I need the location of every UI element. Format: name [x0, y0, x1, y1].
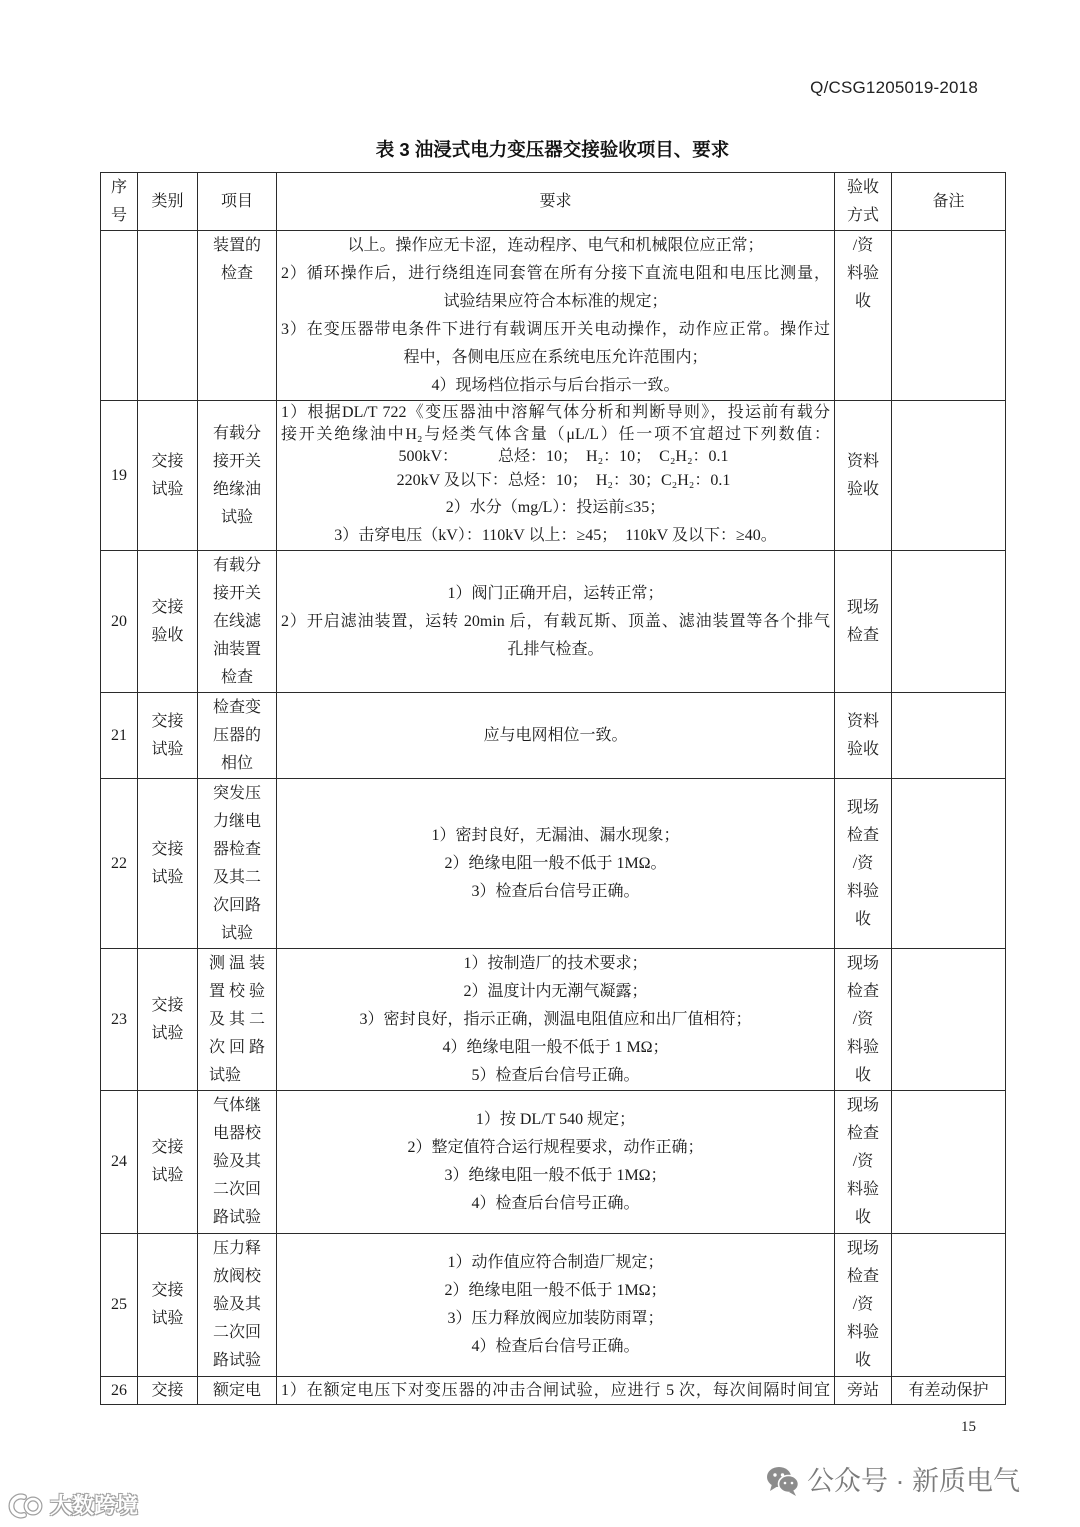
category-line: 交接 [151, 996, 184, 1014]
seq-no-cell [101, 693, 138, 779]
item-cell [198, 1234, 277, 1377]
requirement-line: 1）按 DL/T 540 规定； [475, 1111, 636, 1128]
requirement-line: 2）循环操作后，进行绕组连同套管在所有分接下直流电阻和电压比测量， [281, 264, 830, 282]
requirement-line: 以上。操作应无卡涩，连动程序、电气和机械限位应正常； [347, 236, 764, 254]
seq-no-line: 23 [111, 1010, 127, 1028]
item-line: 次回路 [212, 896, 261, 914]
item-line: 压力释 [212, 1240, 261, 1257]
requirement-line: 3）击穿电压（kV）：110kV 以上：≥45； 110kV 及以下：≥40。 [334, 526, 777, 544]
item-line: 压器的 [212, 726, 261, 744]
category-cell [138, 779, 198, 949]
item-line: 试验 [209, 1066, 242, 1084]
requirement-cell [277, 1377, 835, 1405]
item-cell [198, 401, 277, 551]
table-row [101, 693, 1006, 779]
seq-no-cell [101, 231, 138, 401]
acceptance-method-line: 料验 [846, 1038, 879, 1056]
requirement-cell [277, 949, 835, 1091]
column-header-category [138, 173, 198, 231]
column-header-item [198, 173, 277, 231]
requirement-line: 1）在额定电压下对变压器的冲击合闸试验，应进行 5 次，每次间隔时间宜 [281, 1381, 830, 1399]
remark-cell [892, 1377, 1006, 1405]
requirement-line: 1）根据DL/T 722《变压器油中溶解气体分析和判断导则》，投运前有载分 [281, 403, 830, 421]
requirement-line: 4）检查后台信号正确。 [471, 1338, 640, 1355]
item-line: 有载分 [212, 556, 261, 574]
acceptance-method-line: 料验 [846, 1181, 879, 1198]
acceptance-method-line: 料验 [846, 882, 879, 900]
item-line: 接开关 [212, 452, 261, 470]
category-line: 交接 [151, 1139, 184, 1156]
item-line: 在线滤 [212, 612, 261, 630]
acceptance-method-line: 收 [854, 1352, 871, 1369]
acceptance-method-line: 现场 [846, 598, 879, 616]
seq-no-cell [101, 551, 138, 693]
requirement-line: 试验结果应符合本标准的规定； [443, 292, 668, 310]
acceptance-method-line: 现场 [846, 954, 879, 972]
item-cell [198, 949, 277, 1091]
requirement-line: 接开关绝缘油中H₂与烃类气体含量（μL/L）任一项不宜超过下列数值： [281, 425, 830, 443]
item-line: 力继电 [212, 812, 261, 830]
requirement-line: 2）开启滤油装置，运转 20min 后，有载瓦斯、顶盖、滤油装置等各个排气 [281, 612, 830, 630]
acceptance-method-cell [835, 1377, 892, 1405]
requirement-line: 孔排气检查。 [507, 640, 604, 658]
requirement-line: 1）阀门正确开启，运转正常； [447, 584, 664, 602]
item-line: 器检查 [212, 840, 261, 858]
column-header-acceptance-method [835, 173, 892, 231]
item-cell [198, 1091, 277, 1234]
item-line: 额定电 [212, 1381, 261, 1399]
category-line: 交接 [151, 1381, 184, 1399]
category-line: 试验 [151, 480, 184, 498]
item-line: 试验 [220, 924, 253, 942]
acceptance-method-line: 资料 [846, 712, 879, 730]
requirement-cell [277, 693, 835, 779]
item-line: 路试验 [212, 1209, 261, 1226]
item-line: 检查变 [212, 698, 261, 716]
acceptance-table [100, 172, 1006, 1405]
seq-no-line: 19 [111, 466, 127, 484]
column-header-line: 序 [110, 178, 127, 196]
acceptance-method-line: 收 [854, 293, 871, 310]
acceptance-method-line: 检查 [846, 826, 879, 844]
requirement-line: 1）按制造厂的技术要求； [463, 954, 648, 972]
seq-no-cell [101, 401, 138, 551]
requirement-line: 2）水分（mg/L）：投运前≤35； [445, 498, 666, 516]
item-line: 相位 [220, 754, 253, 772]
requirement-line: 2）温度计内无潮气凝露； [463, 982, 648, 1000]
acceptance-method-cell [835, 949, 892, 1091]
requirement-cell [277, 401, 835, 551]
item-line: 检查 [220, 668, 253, 686]
acceptance-method-line: /资 [852, 1010, 874, 1028]
requirement-line: 3）绝缘电阻一般不低于 1MΩ； [444, 1167, 667, 1184]
acceptance-method-line: 检查 [846, 982, 879, 1000]
acceptance-method-cell [835, 401, 892, 551]
category-line: 交接 [151, 1282, 184, 1299]
acceptance-method-line: 料验 [846, 265, 879, 282]
page-number: 15 [961, 1419, 976, 1435]
remark-cell [892, 231, 1006, 401]
item-line: 放阀校 [212, 1268, 261, 1285]
requirement-line: 2）绝缘电阻一般不低于 1MΩ。 [444, 854, 667, 872]
brand-name: 大数跨境 [50, 1493, 139, 1518]
item-line: 突发压 [212, 784, 261, 802]
item-cell [198, 779, 277, 949]
acceptance-method-line: 收 [854, 910, 871, 928]
item-line: 及其二 [212, 868, 261, 886]
table-row [101, 779, 1006, 949]
table-row [101, 1377, 1006, 1405]
table-header-row [101, 173, 1006, 231]
column-header-line: 验收 [846, 178, 879, 196]
table-row [101, 231, 1006, 401]
category-line: 交接 [151, 840, 184, 858]
item-line: 气体继 [212, 1097, 261, 1114]
item-cell [198, 231, 277, 401]
column-header-line: 项目 [220, 192, 253, 210]
seq-no-line: 24 [111, 1153, 127, 1170]
category-line: 试验 [151, 868, 184, 886]
seq-no-line: 22 [111, 854, 127, 872]
item-line: 油装置 [212, 640, 261, 658]
requirement-line: 4）绝缘电阻一般不低于 1 MΩ； [442, 1038, 669, 1056]
category-line: 交接 [151, 712, 184, 730]
brand-logo-icon [6, 1492, 46, 1520]
table-body [101, 231, 1006, 1405]
acceptance-method-cell [835, 231, 892, 401]
acceptance-method-cell [835, 1234, 892, 1377]
remark-cell [892, 949, 1006, 1091]
category-cell [138, 1234, 198, 1377]
acceptance-method-cell [835, 779, 892, 949]
seq-no-line: 26 [111, 1381, 127, 1399]
category-cell [138, 401, 198, 551]
item-line: 装置的 [212, 237, 261, 254]
acceptance-method-line: 检查 [846, 1268, 879, 1285]
remark-cell [892, 401, 1006, 551]
column-header-line: 要求 [539, 192, 572, 210]
requirement-line: 1）动作值应符合制造厂规定； [447, 1254, 664, 1271]
category-cell [138, 1091, 198, 1234]
table-row [101, 551, 1006, 693]
table-header [101, 173, 1006, 231]
seq-no-cell [101, 779, 138, 949]
acceptance-method-cell [835, 693, 892, 779]
category-line: 试验 [151, 740, 184, 758]
item-line: 验及其 [212, 1153, 261, 1170]
item-line: 有载分 [212, 424, 261, 442]
category-line: 验收 [151, 626, 184, 644]
item-line: 二次回 [212, 1181, 261, 1198]
requirement-line: 3）检查后台信号正确。 [471, 882, 640, 900]
column-header-line: 备注 [932, 192, 965, 210]
table-row [101, 1091, 1006, 1234]
column-header-line: 号 [110, 206, 127, 224]
column-header-remark [892, 173, 1006, 231]
category-cell [138, 949, 198, 1091]
seq-no-cell [101, 949, 138, 1091]
acceptance-method-line: 验收 [846, 480, 879, 498]
table-title: 表 3 油浸式电力变压器交接验收项目、要求 [375, 139, 730, 160]
remark-cell [892, 779, 1006, 949]
requirement-line: 3）密封良好，指示正确，测温电阻值应和出厂值相符； [359, 1010, 752, 1028]
acceptance-method-line: /资 [852, 1153, 874, 1170]
seq-no-line: 25 [111, 1296, 127, 1313]
acceptance-method-line: 收 [854, 1209, 871, 1226]
seq-no-cell [101, 1234, 138, 1377]
seq-no-cell [101, 1377, 138, 1405]
requirement-line: 4）现场档位指示与后台指示一致。 [431, 376, 680, 394]
acceptance-method-line: 料验 [846, 1324, 879, 1341]
seq-no-line: 21 [111, 726, 127, 744]
item-line: 绝缘油 [212, 480, 261, 498]
requirement-line: 2）绝缘电阻一般不低于 1MΩ； [444, 1282, 667, 1299]
category-line: 试验 [151, 1167, 184, 1184]
category-cell [138, 231, 198, 401]
remark-line: 有差动保护 [908, 1381, 989, 1399]
item-line: 接开关 [212, 584, 261, 602]
requirement-line: 应与电网相位一致。 [483, 726, 628, 744]
remark-cell [892, 693, 1006, 779]
requirement-line: 2）整定值符合运行规程要求，动作正确； [407, 1139, 704, 1156]
category-line: 交接 [151, 598, 184, 616]
item-line: 检查 [220, 265, 253, 282]
column-header-requirement [277, 173, 835, 231]
category-cell [138, 693, 198, 779]
remark-cell [892, 1091, 1006, 1234]
column-header-line: 方式 [846, 206, 879, 224]
document-code: Q/CSG1205019-2018 [810, 78, 978, 97]
seq-no-cell [101, 1091, 138, 1234]
requirement-line: 4）检查后台信号正确。 [471, 1195, 640, 1212]
item-line: 验及其 [212, 1296, 261, 1313]
requirement-cell [277, 779, 835, 949]
requirement-line: 3）压力释放阀应加装防雨罩； [447, 1310, 664, 1327]
acceptance-method-line: 旁站 [846, 1381, 879, 1399]
acceptance-method-line: 现场 [846, 1097, 879, 1114]
category-line: 交接 [151, 452, 184, 470]
item-line: 路试验 [212, 1352, 261, 1369]
item-line: 及其二 [209, 1010, 265, 1028]
acceptance-method-cell [835, 1091, 892, 1234]
requirement-cell [277, 231, 835, 401]
acceptance-method-line: /资 [852, 854, 874, 872]
wechat-icon [766, 1465, 800, 1497]
item-line: 次回路 [209, 1038, 265, 1056]
seq-no-line: 20 [111, 612, 127, 630]
table-row [101, 949, 1006, 1091]
requirement-cell [277, 1234, 835, 1377]
category-cell [138, 551, 198, 693]
acceptance-method-line: 现场 [846, 1240, 879, 1257]
item-cell [198, 693, 277, 779]
acceptance-method-cell [835, 551, 892, 693]
item-cell [198, 551, 277, 693]
acceptance-method-line: 验收 [846, 740, 879, 758]
acceptance-method-line: 现场 [846, 798, 879, 816]
wechat-account-name: 公众号 · 新质电气 [807, 1466, 1020, 1496]
item-cell [198, 1377, 277, 1405]
category-cell [138, 1377, 198, 1405]
column-header-seq-no [101, 173, 138, 231]
item-line: 试验 [220, 508, 253, 526]
table-row [101, 1234, 1006, 1377]
acceptance-method-line: 检查 [846, 1125, 879, 1142]
acceptance-method-line: 收 [854, 1066, 871, 1084]
category-line: 试验 [151, 1310, 184, 1327]
requirement-line: 220kV 及以下：总烃：10； H₂：30；C₂H₂：0.1 [396, 471, 731, 489]
item-line: 二次回 [212, 1324, 261, 1341]
acceptance-method-line: 资料 [846, 452, 879, 470]
remark-cell [892, 551, 1006, 693]
requirement-cell [277, 1091, 835, 1234]
remark-cell [892, 1234, 1006, 1377]
table-row [101, 401, 1006, 551]
category-line: 试验 [151, 1024, 184, 1042]
item-line: 测温装 [209, 954, 265, 972]
item-line: 置校验 [209, 982, 265, 1000]
requirement-line: 500kV： 总烃：10； H₂：10； C₂H₂：0.1 [398, 447, 729, 465]
acceptance-method-line: 检查 [846, 626, 879, 644]
requirement-line: 5）检查后台信号正确。 [471, 1066, 640, 1084]
acceptance-method-line: /资 [852, 1296, 874, 1313]
requirement-line: 程中，各侧电压应在系统电压允许范围内； [403, 348, 708, 366]
column-header-line: 类别 [151, 192, 184, 210]
acceptance-method-line: /资 [852, 237, 874, 254]
requirement-cell [277, 551, 835, 693]
requirement-line: 3）在变压器带电条件下进行有载调压开关电动操作，动作应正常。操作过 [281, 320, 830, 338]
requirement-line: 1）密封良好，无漏油、漏水现象； [431, 826, 680, 844]
item-line: 电器校 [212, 1125, 261, 1142]
